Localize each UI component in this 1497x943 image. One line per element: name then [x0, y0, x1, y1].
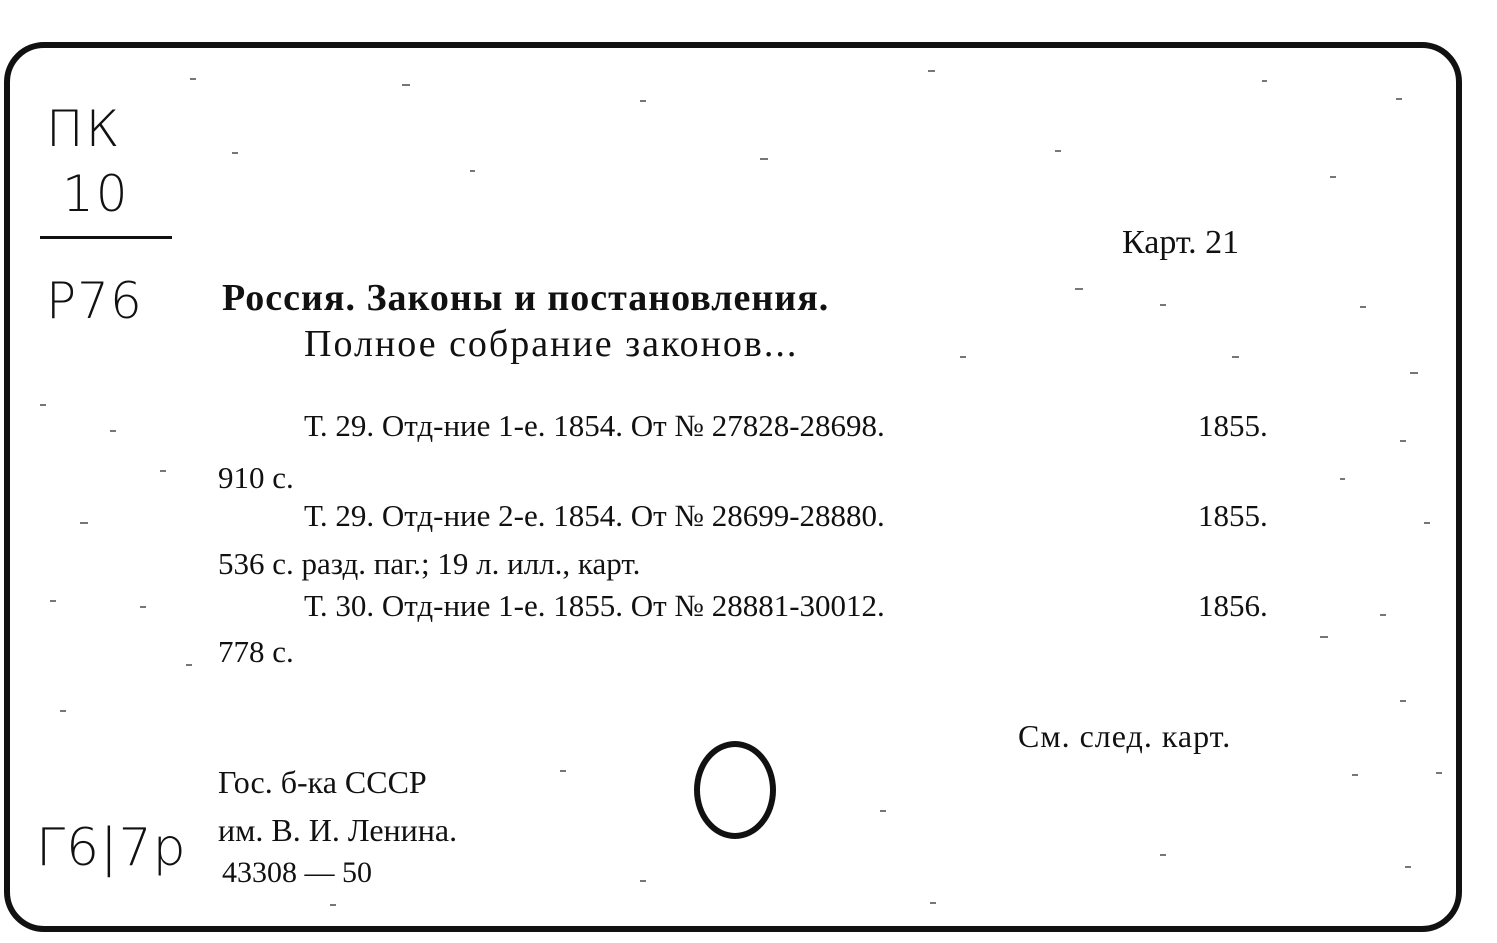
- volume-extent: 536 с. разд. паг.; 19 л. илл., карт.: [218, 546, 641, 581]
- shelfmark-line-3: Р76: [46, 272, 143, 330]
- shelfmark-line-1: ПК: [46, 100, 122, 158]
- see-next-card-note: См. след. карт.: [1018, 718, 1232, 754]
- shelfmark-divider: [40, 236, 172, 239]
- shelfmark-line-2: 10: [62, 165, 130, 223]
- volume-year: 1855.: [1198, 498, 1268, 533]
- volume-description: Т. 30. Отд-ние 1-е. 1855. От № 28881-30012.: [304, 588, 885, 623]
- inventory-mark: Г6|7р: [36, 818, 187, 878]
- volume-extent: 910 с.: [218, 460, 294, 495]
- volume-year: 1855.: [1198, 408, 1268, 443]
- volume-description: Т. 29. Отд-ние 2-е. 1854. От № 28699-28880.: [304, 498, 885, 533]
- library-imprint-line-1: Гос. б-ка СССР: [218, 764, 427, 800]
- volume-year: 1856.: [1198, 588, 1268, 623]
- work-title: Полное собрание законов...: [304, 323, 799, 365]
- punch-hole: [694, 741, 776, 839]
- volume-extent: 778 с.: [218, 634, 294, 669]
- volume-description: Т. 29. Отд-ние 1-е. 1854. От № 27828-28698.: [304, 408, 885, 443]
- card-number: Карт. 21: [1122, 224, 1240, 261]
- main-heading: Россия. Законы и постановления.: [222, 277, 830, 319]
- library-imprint-line-2: им. В. И. Ленина.: [218, 812, 458, 848]
- library-imprint-line-3: 43308 — 50: [222, 856, 372, 889]
